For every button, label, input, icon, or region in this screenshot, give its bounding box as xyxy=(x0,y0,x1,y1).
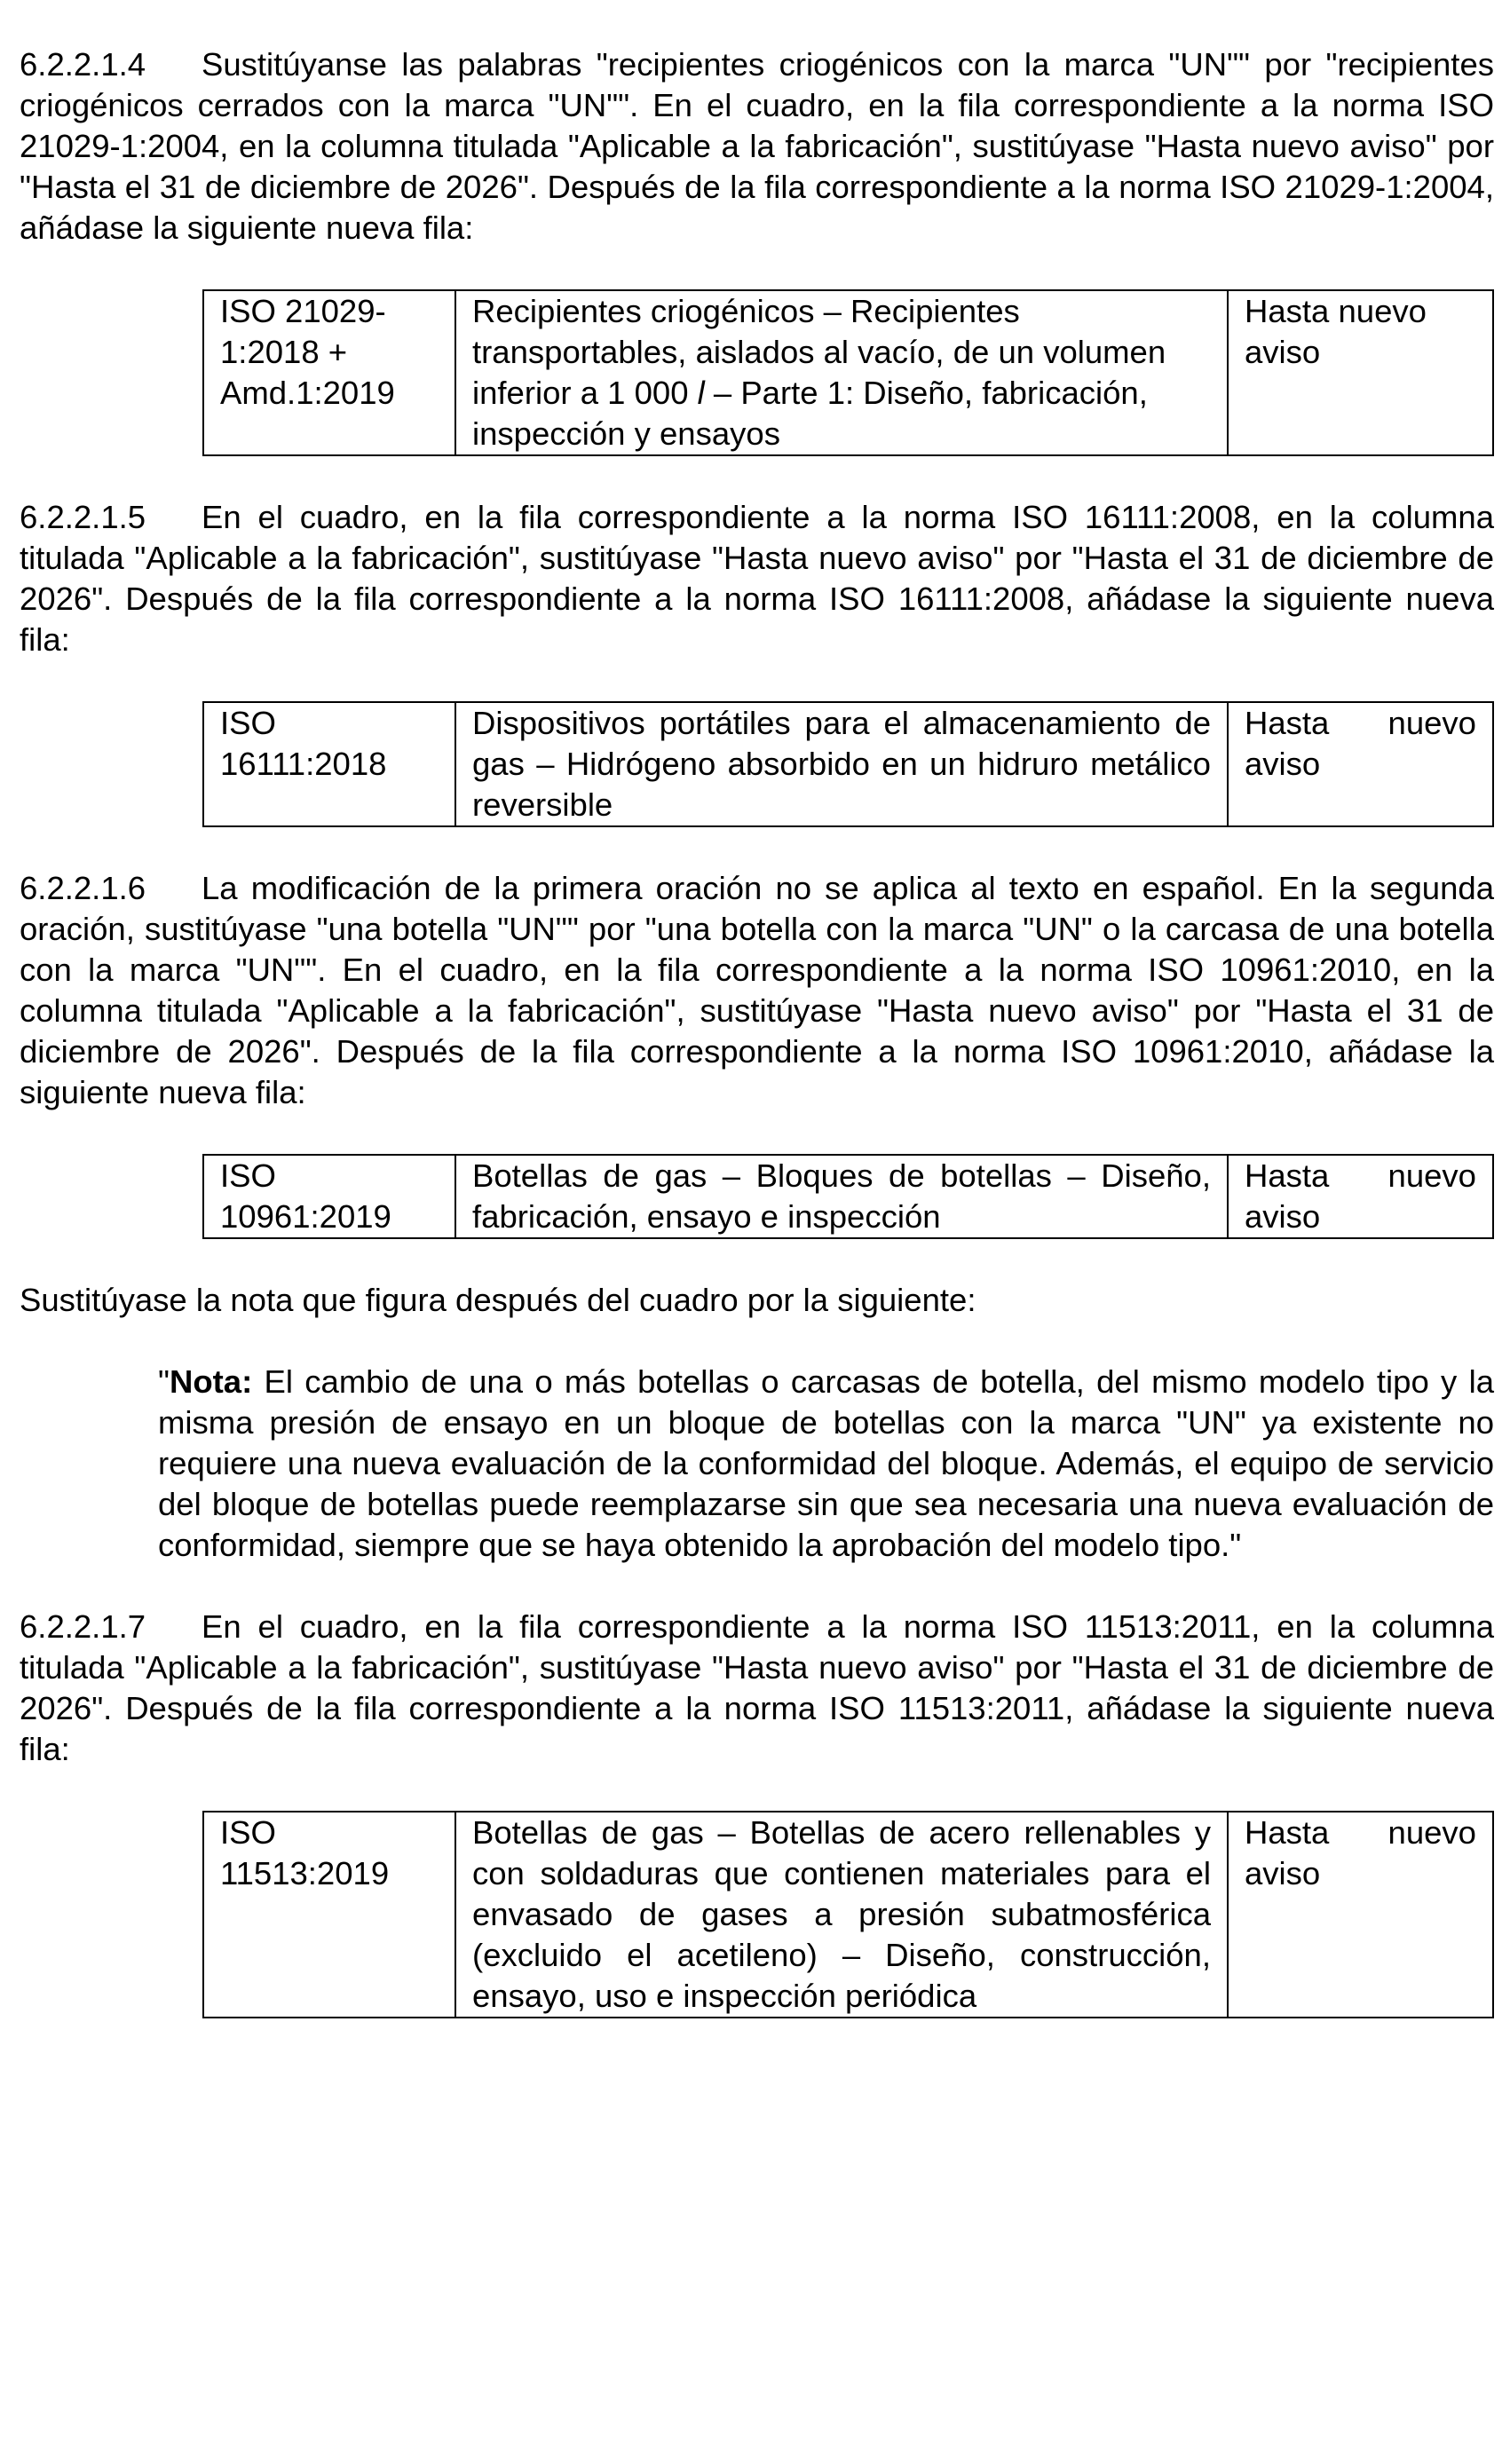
paragraph-text: En el cuadro, en la fila correspondiente a la norma ISO 16111:2008, en la columna titulada "Aplicable a la fabricación", sustitúyase "Hasta nuevo aviso" por "Hasta el 31 de diciembre de 2026". Después de la fila correspondiente a la norma ISO 16111:2008, añádase la siguiente nueva fila: xyxy=(20,499,1494,658)
table-row xyxy=(203,702,1493,826)
paragraph-text: La modificación de la primera oración no se aplica al texto en español. En la segunda oración, sustitúyase "una botella "UN"" por "una botella con la marca "UN" o la carcasa de una botella con la marca "UN"". En el cuadro, en la fila correspondiente a la norma ISO 10961:2010, en la columna titulada "Aplicable a la fabricación", sustitúyase "Hasta nuevo aviso" por "Hasta el 31 de diciembre de 2026". Después de la fila correspondiente a la norma ISO 10961:2010, añádase la siguiente nueva fila: xyxy=(20,870,1494,1110)
note-label: Nota: xyxy=(169,1363,253,1400)
paragraph-6-2-2-1-5 xyxy=(20,497,1494,660)
title-part-b: – Parte 1: Diseño, fabricación, inspección y ensayos xyxy=(472,375,1148,452)
standard-reference-cell: ISO 11513:2019 xyxy=(203,1812,455,2018)
paragraph-text: En el cuadro, en la fila correspondiente a la norma ISO 11513:2011, en la columna titulada "Aplicable a la fabricación", sustitúyase "Hasta nuevo aviso" por "Hasta el 31 de diciembre de 2026". Después de la fila correspondiente a la norma ISO 11513:2011, añádase la siguiente nueva fila: xyxy=(20,1608,1494,1767)
paragraph-6-2-2-1-4 xyxy=(20,44,1494,249)
title-part-a: Recipientes criogénicos – Recipientes transportables, aislados al vacío, de un volumen inferior a 1 000 xyxy=(472,293,1166,411)
paragraph-6-2-2-1-6 xyxy=(20,868,1494,1113)
replacement-note xyxy=(158,1362,1494,1566)
standards-table-row-16111 xyxy=(202,701,1494,827)
paragraph-number: 6.2.2.1.6 xyxy=(20,870,146,906)
standard-reference-cell: ISO 10961:2019 xyxy=(203,1155,455,1238)
standard-reference-cell: ISO 16111:2018 xyxy=(203,702,455,826)
paragraph-text: Sustitúyanse las palabras "recipientes criogénicos con la marca "UN"" por "recipientes criogénicos cerrados con la marca "UN"". En el cuadro, en la fila correspondiente a la norma ISO 21029-1:2004, en la columna titulada "Aplicable a la fabricación", sustitúyase "Hasta nuevo aviso" por "Hasta el 31 de diciembre de 2026". Después de la fila correspondiente a la norma ISO 21029-1:2004, añádase la siguiente nueva fila: xyxy=(20,46,1494,246)
note-open-quote: " xyxy=(158,1363,170,1400)
applicable-cell: Hasta nuevo aviso xyxy=(1228,290,1493,455)
standard-title-cell xyxy=(455,290,1228,455)
standard-reference-cell: ISO 21029-1:2018 + Amd.1:2019 xyxy=(203,290,455,455)
paragraph-number: 6.2.2.1.5 xyxy=(20,499,146,535)
applicable-cell: Hasta nuevo aviso xyxy=(1228,1155,1493,1238)
standard-title-cell: Botellas de gas – Botellas de acero rellenables y con soldaduras que contienen materiales para el envasado de gases a presión subatmosférica (excluido el acetileno) – Diseño, construcción, ensayo, uso e inspección periódica xyxy=(455,1812,1228,2018)
table-row xyxy=(203,1812,1493,2018)
standard-title-cell: Botellas de gas – Bloques de botellas – Diseño, fabricación, ensayo e inspección xyxy=(455,1155,1228,1238)
applicable-cell: Hasta nuevo aviso xyxy=(1228,1812,1493,2018)
paragraph-6-2-2-1-7 xyxy=(20,1607,1494,1770)
table-row xyxy=(203,290,1493,455)
paragraph-number: 6.2.2.1.4 xyxy=(20,46,146,83)
standards-table-row-11513 xyxy=(202,1811,1494,2018)
table-row xyxy=(203,1155,1493,1238)
volume-unit: l xyxy=(697,375,705,411)
note-intro: Sustitúyase la nota que figura después del cuadro por la siguiente: xyxy=(20,1282,976,1318)
standard-title-cell: Dispositivos portátiles para el almacenamiento de gas – Hidrógeno absorbido en un hidruro metálico reversible xyxy=(455,702,1228,826)
standards-table-row-21029 xyxy=(202,289,1494,456)
applicable-cell: Hasta nuevo aviso xyxy=(1228,702,1493,826)
paragraph-number: 6.2.2.1.7 xyxy=(20,1608,146,1645)
note-text: El cambio de una o más botellas o carcasas de botella, del mismo modelo tipo y la misma presión de ensayo en un bloque de botellas con la marca "UN" ya existente no requiere una nueva evaluación de la conformidad del bloque. Además, el equipo de servicio del bloque de botellas puede reemplazarse sin que sea necesaria una nueva evaluación de conformidad, siempre que se haya obtenido la aprobación del modelo tipo." xyxy=(158,1363,1494,1563)
standards-table-row-10961 xyxy=(202,1154,1494,1239)
